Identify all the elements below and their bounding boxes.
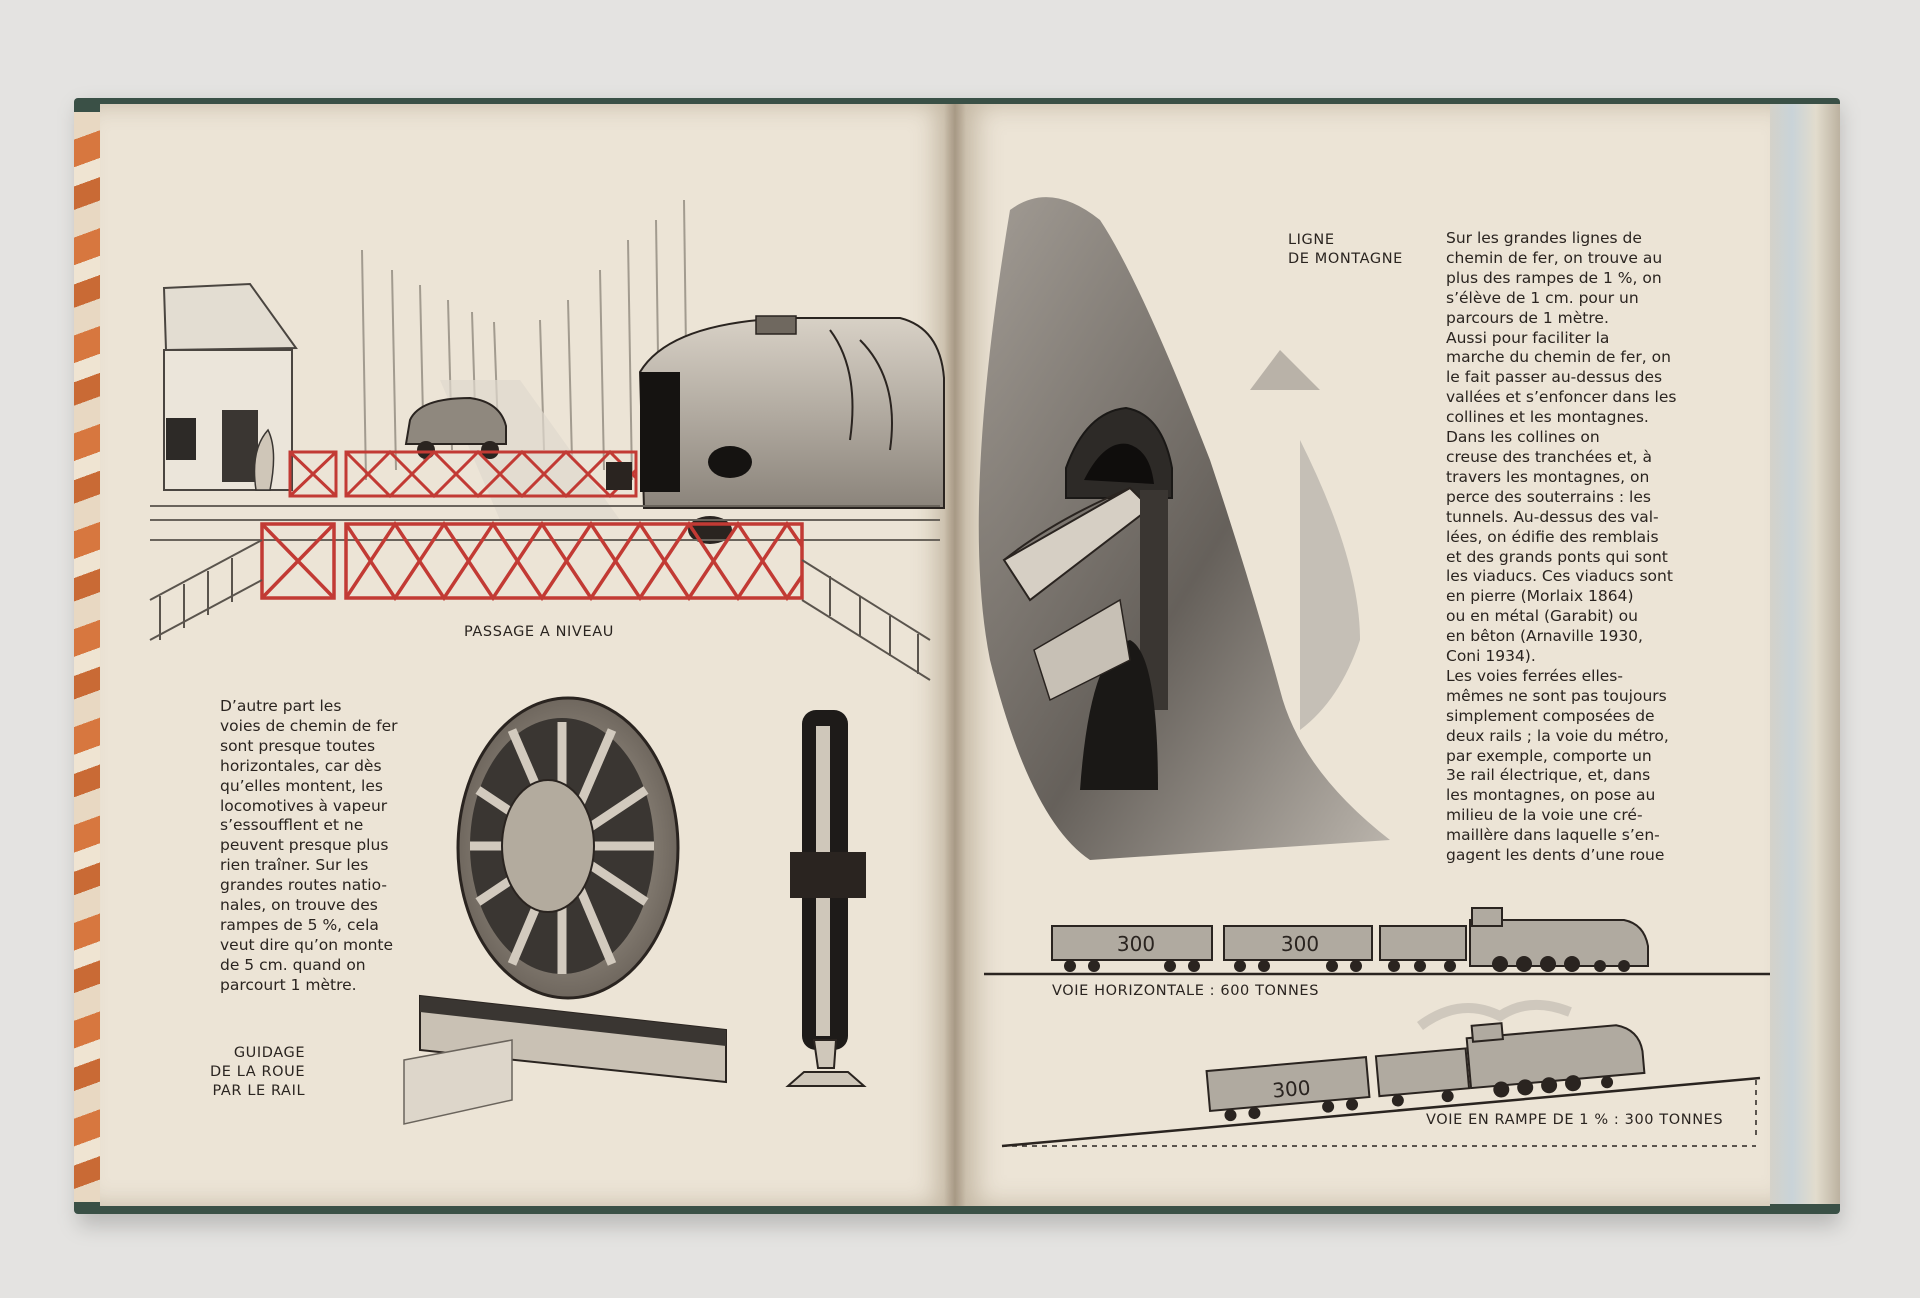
- house: [164, 284, 296, 490]
- caption-passage-a-niveau: PASSAGE A NIVEAU: [464, 624, 614, 640]
- level-crossing-illustration: [150, 200, 944, 680]
- mountain-tunnel-illustration: [979, 197, 1390, 860]
- right-body-text: Sur les grandes lignes de chemin de fer, on trouve au plus des rampes de 1 %, on s’élève de 1 cm. pour un parcours de 1 mètre. Aussi pour faciliter la marche du chemin de fer, le fait passer au-dessus des vallées et s’enfoncer dans collines et les montagnes. Dans les collines on creuse des tranchées et, à travers les montagnes, on perce des souterrains : les tunnels. Au-dessus des val- lées, on édifie des remblais et des grands ponts qui sont les viaducs. Ces viaducs sont en pierre (Morlaix 1864) ou en métal (Garabit) ou en bêton (Arnaville 1930, Coni 1934). Les voies ferrées elles- mêmes ne sont pas toujours simplement composées de deux rails ; la voie du métro, par exemple, comporte un 3e rail électrique, et, dans les montagnes, on pose au milieu de la voie une cré- maillère dans laquelle s’en- gagent les dents d’une roue: [1446, 229, 1673, 865]
- fences: [150, 540, 930, 680]
- flat-wagon-label-1: 300: [1116, 932, 1156, 956]
- caption-voie-en-rampe: VOIE EN RAMPE DE 1 % : 300 TONNES: [1426, 1112, 1724, 1128]
- wheel-profile-illustration: [788, 710, 866, 1086]
- slope-wagon-label-1: 300: [1271, 1075, 1312, 1103]
- train-flat-track: [984, 908, 1770, 974]
- caption-guidage-roue: GUIDAGE DE LA ROUE PAR LE RAIL: [210, 1045, 306, 1099]
- left-body-text: D’autre part les voies de chemin de fer sont presque toutes horizontales, car dès qu’elles montent, les locomotives à vapeur s’essoufflent et ne peuvent presque plus rien traîner. Sur les grandes routes natio- nales, on trouve des rampes de 5 %, cela veut dire qu’on monte de 5 cm. quand on parcourt 1 mètre.: [220, 697, 398, 994]
- wheel-on-rail-illustration: [404, 698, 726, 1124]
- flat-wagon-label-2: 300: [1280, 932, 1320, 956]
- road-and-car: [406, 380, 620, 520]
- caption-voie-horizontale: VOIE HORIZONTALE : 600 TONNES: [1052, 983, 1319, 999]
- steam-locomotive: [640, 316, 944, 544]
- caption-ligne-montagne: LIGNE DE MONTAGNE: [1288, 232, 1403, 267]
